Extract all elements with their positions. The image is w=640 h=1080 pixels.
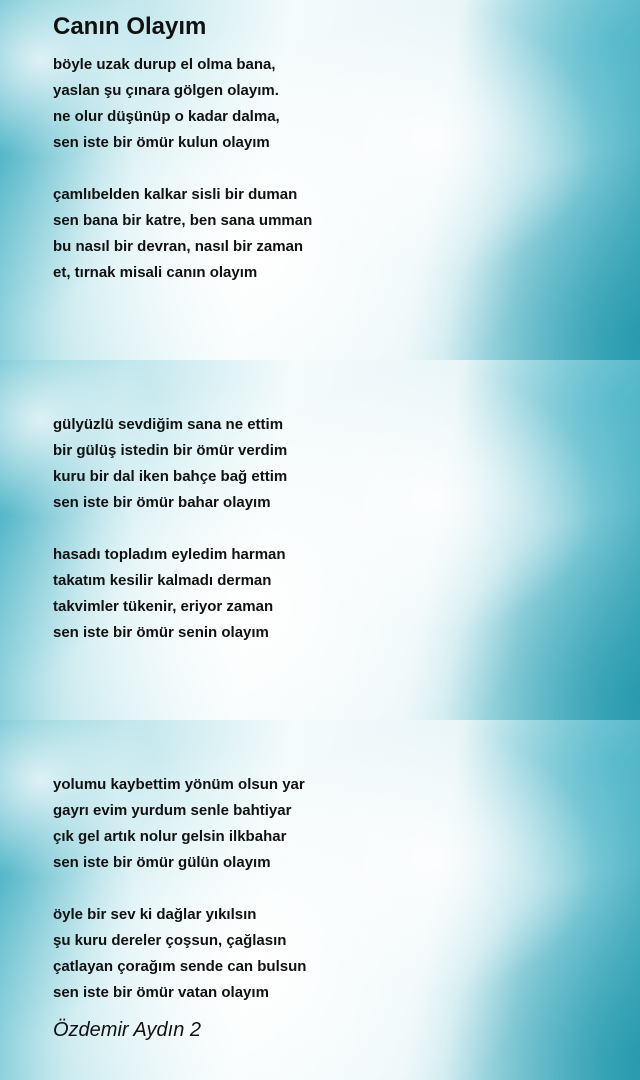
- poem-line: takvimler tükenir, eriyor zaman: [53, 598, 274, 615]
- poem-line: hasadı topladım eyledim harman: [53, 546, 286, 563]
- poem-line: çamlıbelden kalkar sisli bir duman: [53, 186, 298, 203]
- poem-line: gülyüzlü sevdiğim sana ne ettim: [53, 416, 284, 433]
- stanza-3: [53, 412, 287, 516]
- poem-line: böyle uzak durup el olma bana,: [53, 56, 276, 73]
- poem-line: sen iste bir ömür gülün olayım: [53, 854, 271, 871]
- stanza-2: [53, 182, 312, 286]
- poem-panel-3: [0, 720, 640, 1080]
- poem-line: et, tırnak misali canın olayım: [53, 264, 258, 281]
- stanza-4: [53, 542, 286, 646]
- poem-line: yaslan şu çınara gölgen olayım.: [53, 82, 279, 99]
- poem-line: öyle bir sev ki dağlar yıkılsın: [53, 906, 257, 923]
- poem-line: şu kuru dereler çoşsun, çağlasın: [53, 932, 287, 949]
- poem-line: ne olur düşünüp o kadar dalma,: [53, 108, 280, 125]
- poem-line: sen iste bir ömür vatan olayım: [53, 984, 269, 1001]
- poem-line: gayrı evim yurdum senle bahtiyar: [53, 802, 292, 819]
- poem-line: bir gülüş istedin bir ömür verdim: [53, 442, 288, 459]
- poem-line: yolumu kaybettim yönüm olsun yar: [53, 776, 305, 793]
- poem-line: kuru bir dal iken bahçe bağ ettim: [53, 468, 288, 485]
- poem-line: sen iste bir ömür kulun olayım: [53, 134, 270, 151]
- poem-author: Özdemir Aydın 2: [53, 1019, 202, 1041]
- stanza-1: [53, 52, 280, 156]
- poem-title: Canın Olayım: [53, 13, 207, 40]
- poem-line: çık gel artık nolur gelsin ilkbahar: [53, 828, 287, 845]
- poem-line: sen bana bir katre, ben sana umman: [53, 212, 313, 229]
- poem-line: çatlayan çorağım sende can bulsun: [53, 958, 307, 975]
- poem-line: sen iste bir ömür bahar olayım: [53, 494, 271, 511]
- stanza-6: [53, 902, 306, 1006]
- poem-panel-2: [0, 360, 640, 720]
- stanza-5: [53, 772, 305, 876]
- poem-line: bu nasıl bir devran, nasıl bir zaman: [53, 238, 304, 255]
- poem-line: sen iste bir ömür senin olayım: [53, 624, 269, 641]
- poem-line: takatım kesilir kalmadı derman: [53, 572, 272, 589]
- poem-panel-1: [0, 0, 640, 360]
